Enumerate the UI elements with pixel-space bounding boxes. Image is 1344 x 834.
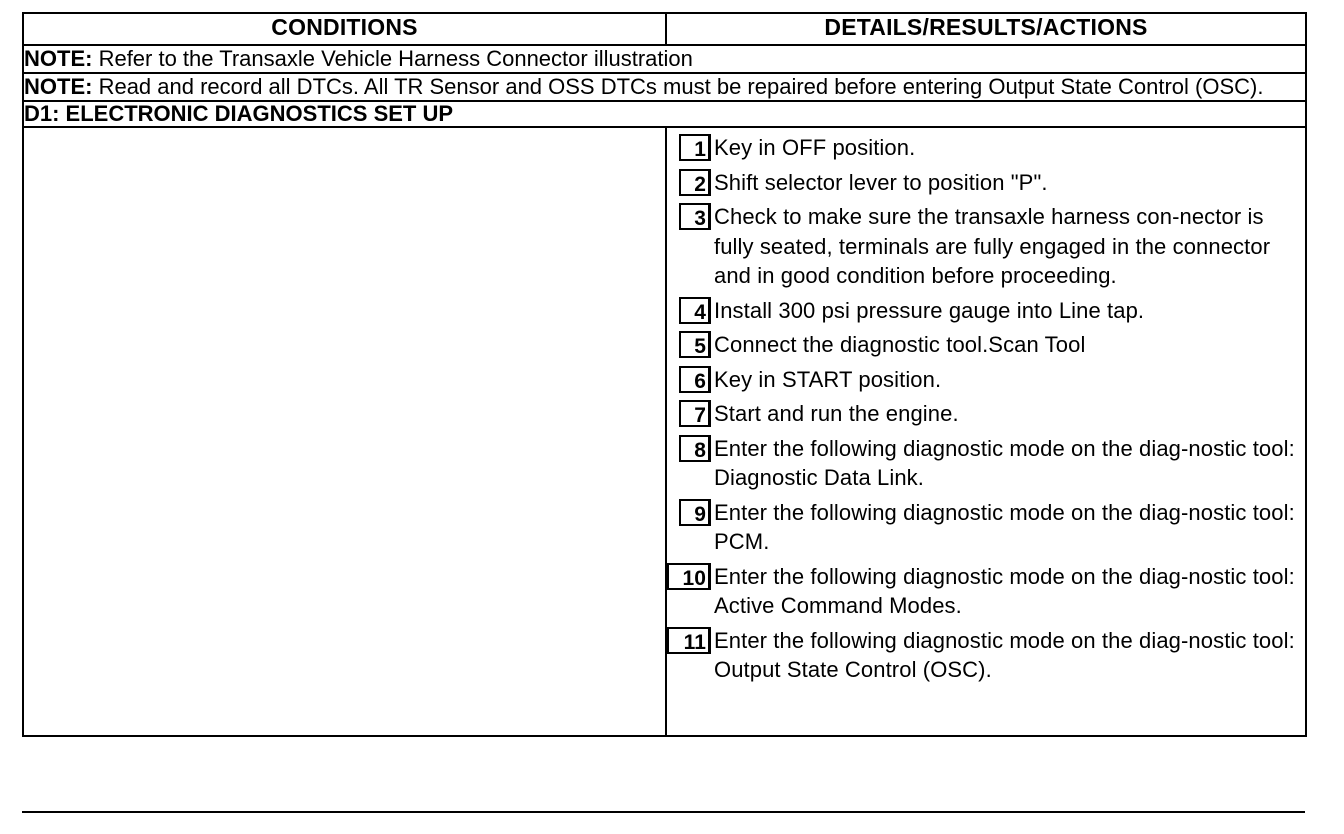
- step-text: Enter the following diagnostic mode on the diag-nostic tool: PCM.: [714, 499, 1295, 554]
- conditions-cell: [23, 127, 666, 736]
- step-number: 4: [679, 297, 711, 324]
- note-label: NOTE:: [24, 74, 93, 99]
- section-row: [23, 101, 1306, 127]
- note-row-1: [23, 45, 1306, 73]
- procedure-table: [22, 12, 1307, 737]
- note-text: Refer to the Transaxle Vehicle Harness Connector illustration: [92, 46, 693, 71]
- step-number: 2: [679, 169, 711, 196]
- step-item: [667, 330, 1305, 360]
- step-item: [667, 202, 1305, 291]
- step-number: 10: [667, 563, 711, 590]
- conditions-header: CONDITIONS: [23, 13, 666, 45]
- body-row: [23, 127, 1306, 736]
- step-number: 5: [679, 331, 711, 358]
- step-item: [667, 133, 1305, 163]
- step-item: [667, 399, 1305, 429]
- step-text: Shift selector lever to position "P".: [714, 169, 1048, 195]
- step-number: 8: [679, 435, 711, 462]
- step-text: Key in OFF position.: [714, 135, 916, 160]
- step-item: [667, 626, 1305, 685]
- note-1: [23, 45, 1306, 73]
- note-row-2: [23, 73, 1306, 101]
- step-item: [667, 498, 1305, 557]
- step-text: Install 300 psi pressure gauge into Line tap.: [714, 297, 1145, 323]
- step-text: Check to make sure the transaxle harness con-nector is fully seated, terminals are fully engaged in the connector and in good condition before proceeding.: [714, 204, 1271, 288]
- steps-list: [667, 133, 1305, 685]
- step-text: Connect the diagnostic tool.Scan Tool: [714, 332, 1086, 357]
- bottom-rule: [22, 811, 1305, 813]
- step-number: 1: [679, 134, 711, 161]
- details-cell: [666, 127, 1306, 736]
- details-header: DETAILS/RESULTS/ACTIONS: [666, 13, 1306, 45]
- step-item: [667, 296, 1305, 326]
- note-2: [23, 73, 1306, 101]
- step-item: [667, 434, 1305, 493]
- procedure-document: [22, 12, 1305, 737]
- step-number: 3: [679, 203, 711, 230]
- step-number: 6: [679, 366, 711, 393]
- step-number: 11: [667, 627, 711, 654]
- step-item: [667, 365, 1305, 395]
- step-item: [667, 562, 1305, 621]
- step-number: 7: [679, 400, 711, 427]
- step-text: Enter the following diagnostic mode on the diag-nostic tool: Output State Control (OSC).: [714, 627, 1295, 682]
- step-text: Key in START position.: [714, 366, 942, 392]
- step-item: [667, 168, 1305, 198]
- step-text: Start and run the engine.: [714, 401, 959, 426]
- step-text: Enter the following diagnostic mode on the diag-nostic tool: Diagnostic Data Link.: [714, 435, 1295, 490]
- note-label: NOTE:: [24, 46, 93, 71]
- note-text: Read and record all DTCs. All TR Sensor and OSS DTCs must be repaired before entering Output State Control (OSC).: [92, 74, 1264, 99]
- step-text: Enter the following diagnostic mode on the diag-nostic tool: Active Command Modes.: [714, 563, 1295, 618]
- header-row: [23, 13, 1306, 45]
- section-title: D1: ELECTRONIC DIAGNOSTICS SET UP: [23, 101, 1306, 127]
- step-number: 9: [679, 499, 711, 526]
